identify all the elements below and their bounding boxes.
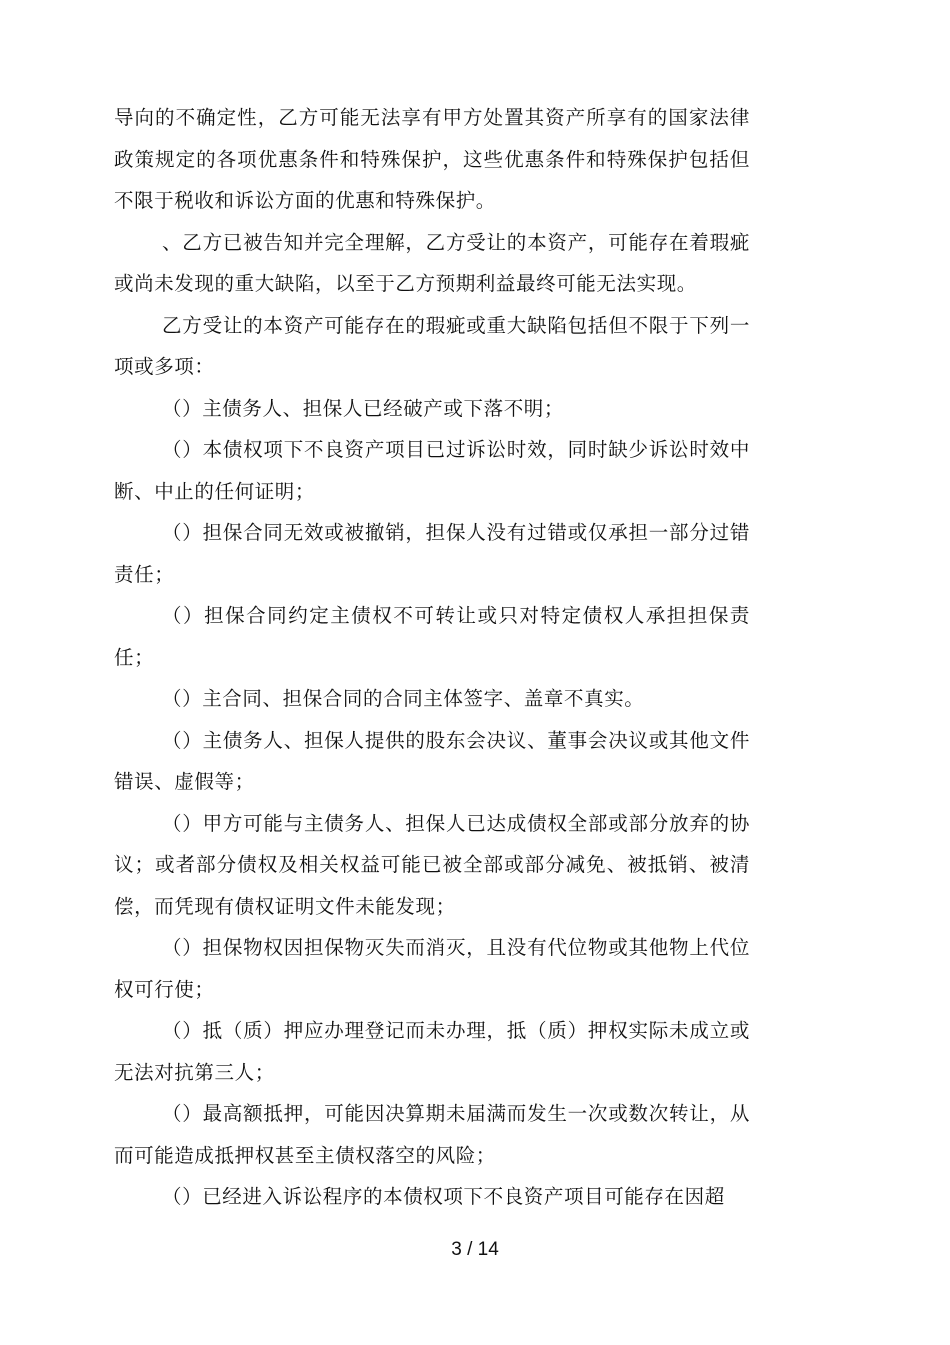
list-item: （）已经进入诉讼程序的本债权项下不良资产项目可能存在因超 — [162, 1185, 725, 1208]
list-item: （）主合同、担保合同的合同主体签字、盖章不真实。 — [162, 687, 645, 710]
list-item: （）担保合同无效或被撤销，担保人没有过错或仅承担一部分过错责任； — [114, 521, 750, 586]
paragraph: 乙方受让的本资产可能存在的瑕疵或重大缺陷包括但不限于下列一项或多项： — [114, 313, 750, 378]
paragraph: 导向的不确定性，乙方可能无法享有甲方处置其资产所享有的国家法律政策规定的各项优惠条件和特殊保护，这些优惠条件和特殊保护包括但不限于税收和诉讼方面的优惠和特殊保护。 — [114, 106, 750, 212]
list-item: （）本债权项下不良资产项目已过诉讼时效，同时缺少诉讼时效中断、中止的任何证明； — [114, 438, 750, 503]
list-item: （）甲方可能与主债务人、担保人已达成债权全部或部分放弃的协议；或者部分债权及相关权益可能已被全部或部分减免、被抵销、被清偿，而凭现有债权证明文件未能发现； — [114, 811, 750, 918]
document-body — [114, 97, 750, 1218]
list-item: （）抵（质）押应办理登记而未办理，抵（质）押权实际未成立或无法对抗第三人； — [114, 1019, 750, 1084]
list-item: （）担保合同约定主债权不可转让或只对特定债权人承担担保责任； — [114, 604, 750, 669]
paragraph: 、乙方已被告知并完全理解，乙方受让的本资产，可能存在着瑕疵或尚未发现的重大缺陷，以至于乙方预期利益最终可能无法实现。 — [114, 230, 750, 295]
list-item: （）主债务人、担保人已经破产或下落不明； — [162, 396, 565, 420]
list-item: （）担保物权因担保物灭失而消灭，且没有代位物或其他物上代位权可行使； — [114, 936, 750, 1001]
list-item: （）主债务人、担保人提供的股东会决议、董事会决议或其他文件错误、虚假等； — [114, 728, 750, 793]
list-item: （）最高额抵押，可能因决算期未届满而发生一次或数次转让，从而可能造成抵押权甚至主债权落空的风险； — [114, 1102, 750, 1167]
page-number: 3 / 14 — [451, 1239, 499, 1260]
